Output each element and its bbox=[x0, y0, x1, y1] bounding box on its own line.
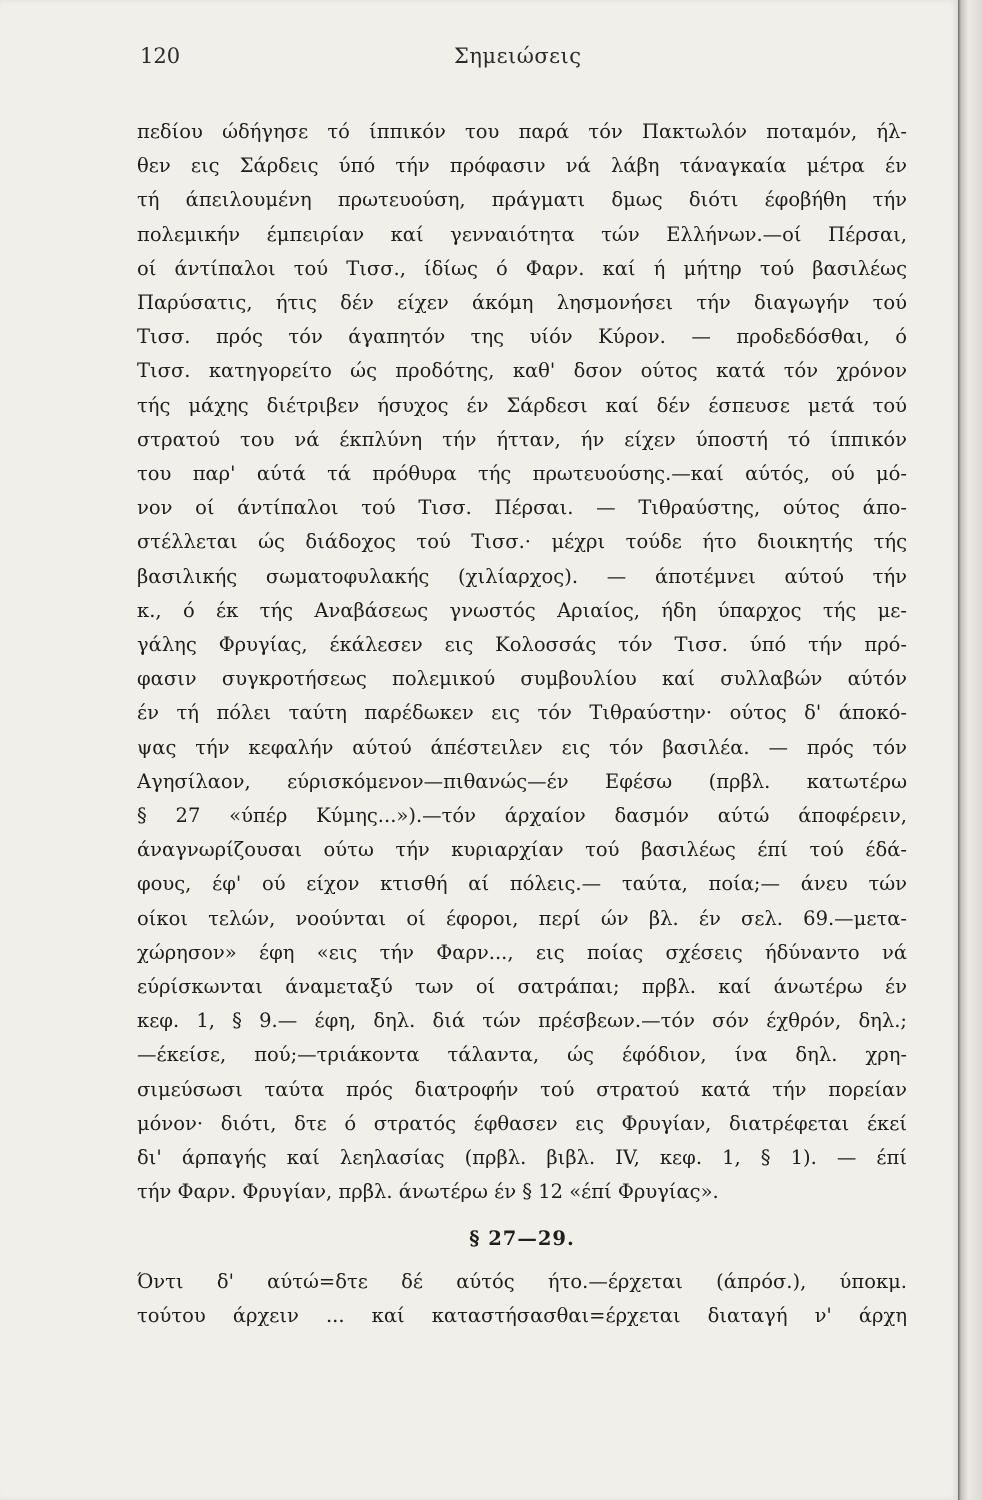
text-line: πολεμικήν έμπειρίαν καί γενναιότητα τών Ελλήνων.—οί Πέρσαι, bbox=[137, 222, 907, 246]
text-line: στέλλεται ώς διάδοχος τού Τισσ.· μέχρι τούδε ήτο διοικητής τής bbox=[137, 530, 907, 554]
text-line: Όντι δ' αύτώ=δτε δέ αύτός ήτο.—έρχεται (άπρόσ.), ύποκμ. bbox=[137, 1269, 907, 1293]
text-line: τήν Φαρν. Φρυγίαν, πρβλ. άνωτέρω έν § 12 «έπί Φρυγίας». bbox=[137, 1180, 719, 1204]
text-line: εύρίσκωνται άναμεταξύ των οί σατράπαι; πρβλ. καί άνωτέρω έν bbox=[137, 975, 907, 999]
text-line: —έκείσε, πού;—τριάκοντα τάλαντα, ώς έφόδιον, ίνα δηλ. χρη- bbox=[137, 1043, 907, 1067]
text-line: οίκοι τελών, νοούνται οί έφοροι, περί ών βλ. έν σελ. 69.—μετα- bbox=[137, 906, 907, 930]
page-header bbox=[140, 44, 920, 80]
text-line: θεν εις Σάρδεις ύπό τήν πρόφασιν νά λάβη τάναγκαία μέτρα έν bbox=[137, 154, 907, 178]
text-line: γάλης Φρυγίας, έκάλεσεν εις Κολοσσάς τόν Τισσ. ύπό τήν πρό- bbox=[137, 633, 907, 657]
text-line: έν τή πόλει ταύτη παρέδωκεν εις τόν Τιθραύστην· ούτος δ' άποκό- bbox=[137, 701, 907, 725]
text-line: δι' άρπαγής καί λεηλασίας (πρβλ. βιβλ. IV, κεφ. 1, § 1). — έπί bbox=[137, 1146, 907, 1170]
text-line: χώρησον» έφη «εις τήν Φαρν..., εις ποίας σχέσεις ήδύναντο νά bbox=[137, 940, 907, 964]
text-line: στρατού του νά έκπλύνη τήν ήτταν, ήν είχεν ύποστή τό ίππικόν bbox=[137, 427, 907, 451]
text-line: Τισσ. κατηγορείτο ώς προδότης, καθ' δσον ούτος κατά τόν χρόνον bbox=[137, 359, 907, 383]
text-line: του παρ' αύτά τά πρόθυρα τής πρωτευούσης.—καί αύτός, ού μό- bbox=[137, 462, 907, 486]
text-line: οί άντίπαλοι τού Τισσ., ίδίως ό Φαρν. καί ή μήτηρ τού βασιλέως bbox=[137, 256, 907, 280]
text-line: πεδίου ώδήγησε τό ίππικόν του παρά τόν Πακτωλόν ποταμόν, ήλ- bbox=[137, 120, 907, 143]
text-line: κεφ. 1, § 9.— έφη, δηλ. διά τών πρέσβεων.—τόν σόν έχθρόν, δηλ.; bbox=[137, 1009, 907, 1033]
text-line: § 27 «ύπέρ Κύμης...»).—τόν άρχαίον δασμόν αύτώ άποφέρειν, bbox=[137, 804, 907, 828]
text-line: Τισσ. πρός τόν άγαπητόν της υίόν Κύρον. — προδεδόσθαι, ό bbox=[137, 325, 907, 349]
text-line: άναγνωρίζουσαι ούτω τήν κυριαρχίαν τού βασιλέως έπί τού έδά- bbox=[137, 838, 907, 862]
text-line: Αγησίλαον, εύρισκόμενον—πιθανώς—έν Εφέσω (πρβλ. κατωτέρω bbox=[137, 769, 907, 793]
text-line: τούτου άρχειν ... καί καταστήσασθαι=έρχεται διαταγή ν' άρχη bbox=[137, 1303, 907, 1327]
running-head: Σημειώσεις bbox=[454, 44, 582, 68]
text-line: ψας τήν κεφαλήν αύτού άπέστειλεν εις τόν βασιλέα. — πρός τόν bbox=[137, 735, 907, 759]
text-line: τή άπειλουμένη πρωτευούση, πράγματι δμως διότι έφοβήθη τήν bbox=[137, 188, 907, 212]
text-line: Παρύσατις, ήτις δέν είχεν άκόμη λησμονήσει τήν διαγωγήν τού bbox=[137, 291, 907, 315]
text-line: βασιλικής σωματοφυλακής (χιλίαρχος). — άποτέμνει αύτού τήν bbox=[137, 564, 907, 588]
text-line: μόνον· διότι, δτε ό στρατός έφθασεν εις Φρυγίαν, διατρέφεται έκεί bbox=[137, 1111, 907, 1135]
text-line: σιμεύσωσι ταύτα πρός διατροφήν τού στρατού κατά τήν πορείαν bbox=[137, 1077, 907, 1101]
page-number: 120 bbox=[140, 44, 181, 68]
text-line: κ., ό έκ τής Αναβάσεως γνωστός Αριαίος, ήδη ύπαρχος τής με- bbox=[137, 598, 907, 622]
section-heading: § 27—29. bbox=[469, 1226, 575, 1250]
page-edge-shadow bbox=[958, 0, 982, 1500]
text-line: φους, έφ' ού είχον κτισθή αί πόλεις.— ταύτα, ποία;— άνευ τών bbox=[137, 872, 907, 896]
text-line: νον οί άντίπαλοι τού Τισσ. Πέρσαι. — Τιθραύστης, ούτος άπο- bbox=[137, 496, 907, 520]
text-line: φασιν συγκροτήσεως πολεμικού συμβουλίου καί συλλαβών αύτόν bbox=[137, 667, 907, 691]
notes-body bbox=[137, 115, 907, 1333]
text-line: τής μάχης διέτριβεν ήσυχος έν Σάρδεσι καί δέν έσπευσε μετά τού bbox=[137, 393, 907, 417]
